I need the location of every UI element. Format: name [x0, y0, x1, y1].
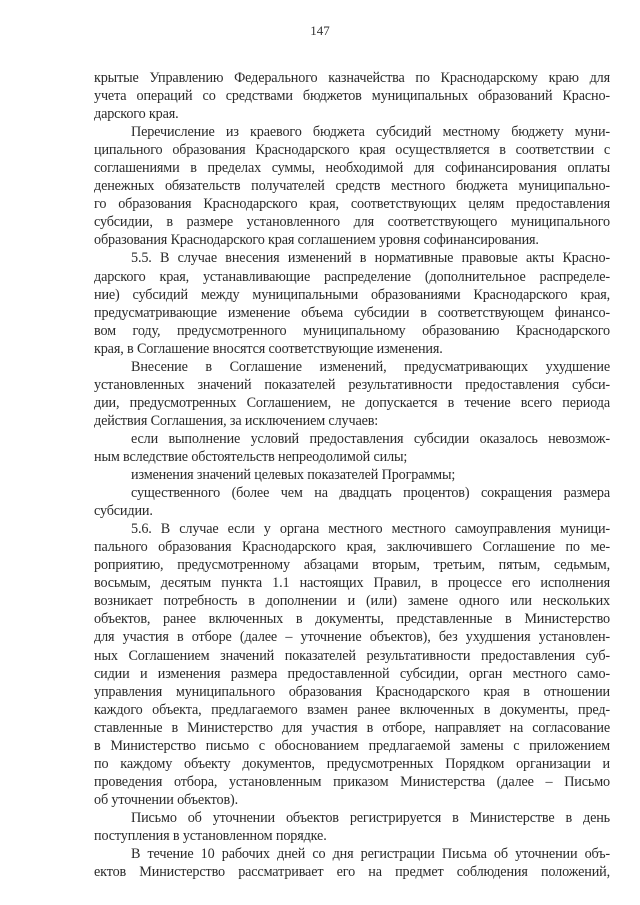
- text-line: края, в Соглашение вносятся соответствующие изменения.: [94, 340, 443, 357]
- text-line: изменения значений целевых показателей Программы;: [131, 467, 456, 484]
- text-line: го образования Краснодарского края, соответствующих целям предоставления: [94, 196, 610, 213]
- text-line: восьмым, десятым пункта 1.1 настоящих Правил, в процессе его исполнения: [94, 575, 610, 592]
- text-line: дии, предусмотренных Соглашением, не допускается в течение всего периода: [94, 394, 610, 411]
- text-line: для участия в отборе (далее – уточнение объектов), без ухудшения установлен-: [94, 629, 610, 646]
- document-body: [94, 69, 610, 881]
- text-line: образования Краснодарского края соглашением уровня софинансирования.: [94, 232, 539, 249]
- text-line: ных Соглашением значений показателей результативности предоставления суб-: [94, 647, 610, 664]
- text-line: пального образования Краснодарского края, заключившего Соглашение по ме-: [94, 539, 610, 556]
- text-line: каждого объекта, предлагаемого взамен ранее включенных в документы, пред-: [94, 701, 610, 718]
- text-line: в Министерство письмо с обоснованием предлагаемой замены с приложением: [94, 737, 610, 754]
- text-line: дарского края, устанавливающие распределение (дополнительное распределе-: [94, 268, 610, 285]
- text-line: Внесение в Соглашение изменений, предусматривающих ухудшение: [131, 358, 610, 375]
- text-line: управления муниципального образования Краснодарского края в отношении: [94, 683, 610, 700]
- text-line: по каждому объекту документов, предусмотренных Порядком организации и: [94, 755, 610, 772]
- text-line: субсидии.: [94, 503, 153, 520]
- text-line: дарского края.: [94, 106, 179, 123]
- text-line: Письмо об уточнении объектов регистрируется в Министерстве в день: [131, 809, 610, 826]
- text-line: В течение 10 рабочих дней со дня регистрации Письма об уточнении объ-: [131, 846, 610, 863]
- text-line: об уточнении объектов).: [94, 791, 238, 808]
- text-line: Перечисление из краевого бюджета субсидий местному бюджету муни-: [131, 124, 610, 141]
- text-line: существенного (более чем на двадцать процентов) сокращения размера: [131, 485, 610, 502]
- text-line: субсидии, в размере установленного для соответствующего муниципального: [94, 214, 610, 231]
- text-line: предусматривающие изменение объема субсидии в соответствующем финансо-: [94, 304, 610, 321]
- text-line: соглашениями в пределах суммы, необходимой для софинансирования оплаты: [94, 160, 610, 177]
- text-line: проведения отбора, установленным приказом Министерства (далее – Письмо: [94, 773, 610, 790]
- text-line: установленных значений показателей результативности предоставления субси-: [94, 376, 610, 393]
- text-line: крытые Управлению Федерального казначейства по Краснодарскому краю для: [94, 70, 610, 86]
- text-line: вом году, предусмотренного муниципальному образованию Краснодарского: [94, 322, 610, 339]
- text-line: ставленные в Министерство для участия в отборе, направляет на согласование: [94, 719, 610, 736]
- text-line: ектов Министерство рассматривает его на предмет соблюдения положений,: [94, 864, 610, 881]
- text-line: ние) субсидий между муниципальными образованиями Краснодарского края,: [94, 286, 610, 303]
- text-line: поступления в установленном порядке.: [94, 827, 327, 844]
- text-line: учета операций со средствами бюджетов муниципальных образований Красно-: [94, 88, 610, 105]
- page-number: 147: [310, 23, 330, 38]
- text-line: возникает потребность в дополнении и (или) замене одного или нескольких: [94, 593, 610, 610]
- text-line: роприятию, предусмотренному абзацами вторым, третьим, пятым, седьмым,: [94, 557, 610, 574]
- text-line: ципального образования Краснодарского края осуществляется в соответствии с: [94, 142, 610, 159]
- text-line: сидии и изменения размера предоставленной субсидии, орган местного само-: [94, 665, 610, 682]
- text-line: если выполнение условий предоставления субсидии оказалось невозмож-: [131, 430, 610, 447]
- text-line: объектов, ранее включенных в документы, представленные в Министерство: [94, 611, 610, 628]
- text-line: 5.6. В случае если у органа местного местного самоуправления муници-: [131, 521, 610, 538]
- text-line: 5.5. В случае внесения изменений в нормативные правовые акты Красно-: [131, 250, 610, 267]
- text-line: ным вследствие обстоятельств непреодолимой силы;: [94, 448, 408, 465]
- text-line: денежных обязательств получателей средств местного бюджета муниципально-: [94, 178, 610, 195]
- text-line: действия Соглашения, за исключением случаев:: [94, 412, 379, 429]
